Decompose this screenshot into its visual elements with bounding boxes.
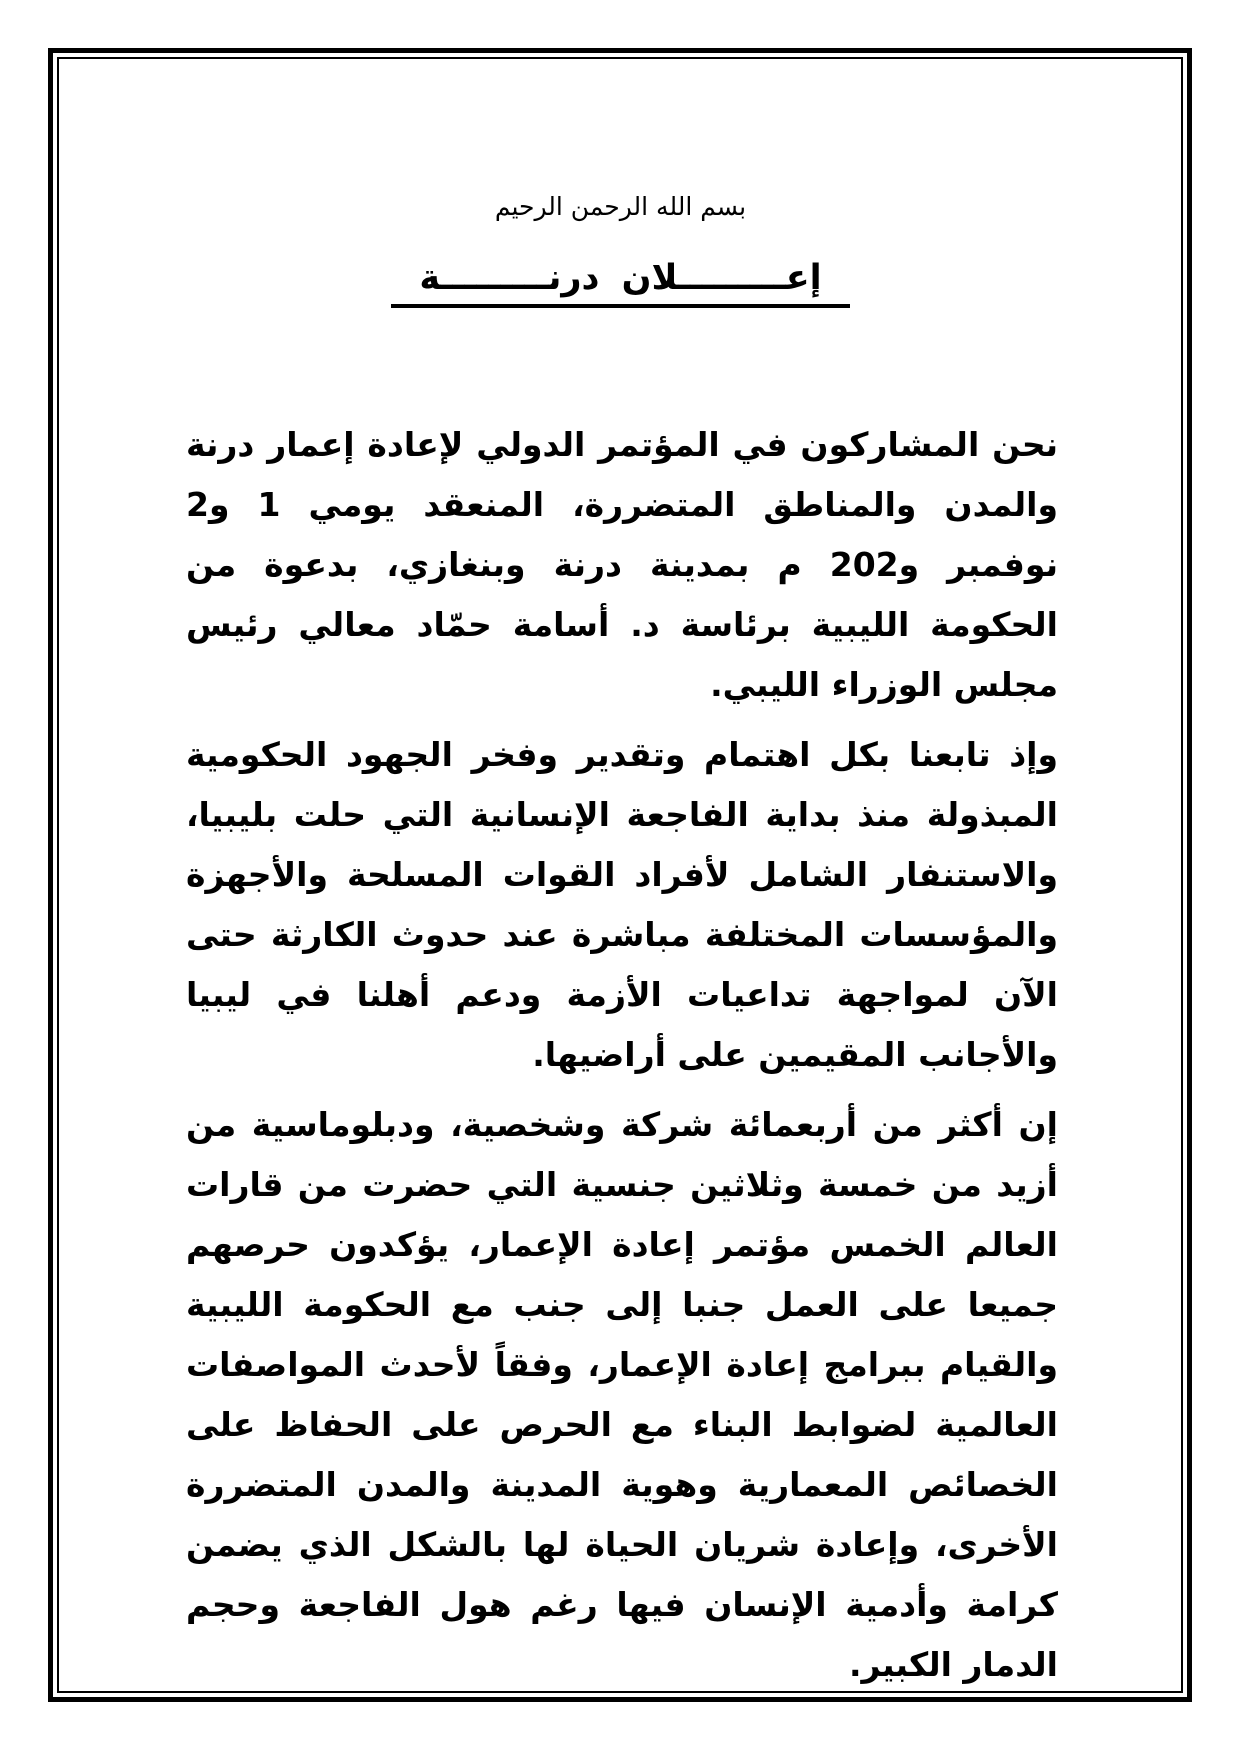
paragraph-3: إن أكثر من أربعمائة شركة وشخصية، ودبلوماسية من أزيد من خمسة وثلاثين جنسية التي حضرت من قارات العالم الخمس مؤتمر إعادة الإعمار، يؤكدون حرصهم جميعا على العمل جنبا إلى جنب مع الحكومة الليبية والقيام ببرامج إعادة الإعمار، وفقاً لأحدث المواصفات العالمية لضوابط البناء مع الحرص على الحفاظ على الخصائص المعمارية وهوية المدينة والمدن المتضررة الأخرى، وإعادة شريان الحياة لها بالشكل الذي يضمن كرامة وأدمية الإنسان فيها رغم هول الفاجعة وحجم الدمار الكبير.: [186, 1105, 1058, 1684]
paragraph-1: نحن المشاركون في المؤتمر الدولي لإعادة إعمار درنة والمدن والمناطق المتضررة، المنعقد يومي 1 و2 نوفمبر و202 م بمدينة درنة وبنغازي، بدعوة من الحكومة الليبية برئاسة د. أسامة حمّاد معالي رئيس مجلس الوزراء الليبي.: [186, 425, 1058, 704]
document-title: [0, 258, 1241, 298]
document-title-text: إعـــــــــلان درنـــــــــة: [391, 258, 849, 308]
basmala-heading: بسم الله الرحمن الرحيم: [494, 192, 747, 221]
paragraph-2: وإذ تابعنا بكل اهتمام وتقدير وفخر الجهود الحكومية المبذولة منذ بداية الفاجعة الإنسانية التي حلت بليبيا، والاستنفار الشامل لأفراد القوات المسلحة والأجهزة والمؤسسات المختلفة مباشرة عند حدوث الكارثة حتى الآن لمواجهة تداعيات الأزمة ودعم أهلنا في ليبيا والأجانب المقيمين على أراضيها.: [186, 735, 1058, 1074]
document-body: [186, 415, 1058, 1705]
